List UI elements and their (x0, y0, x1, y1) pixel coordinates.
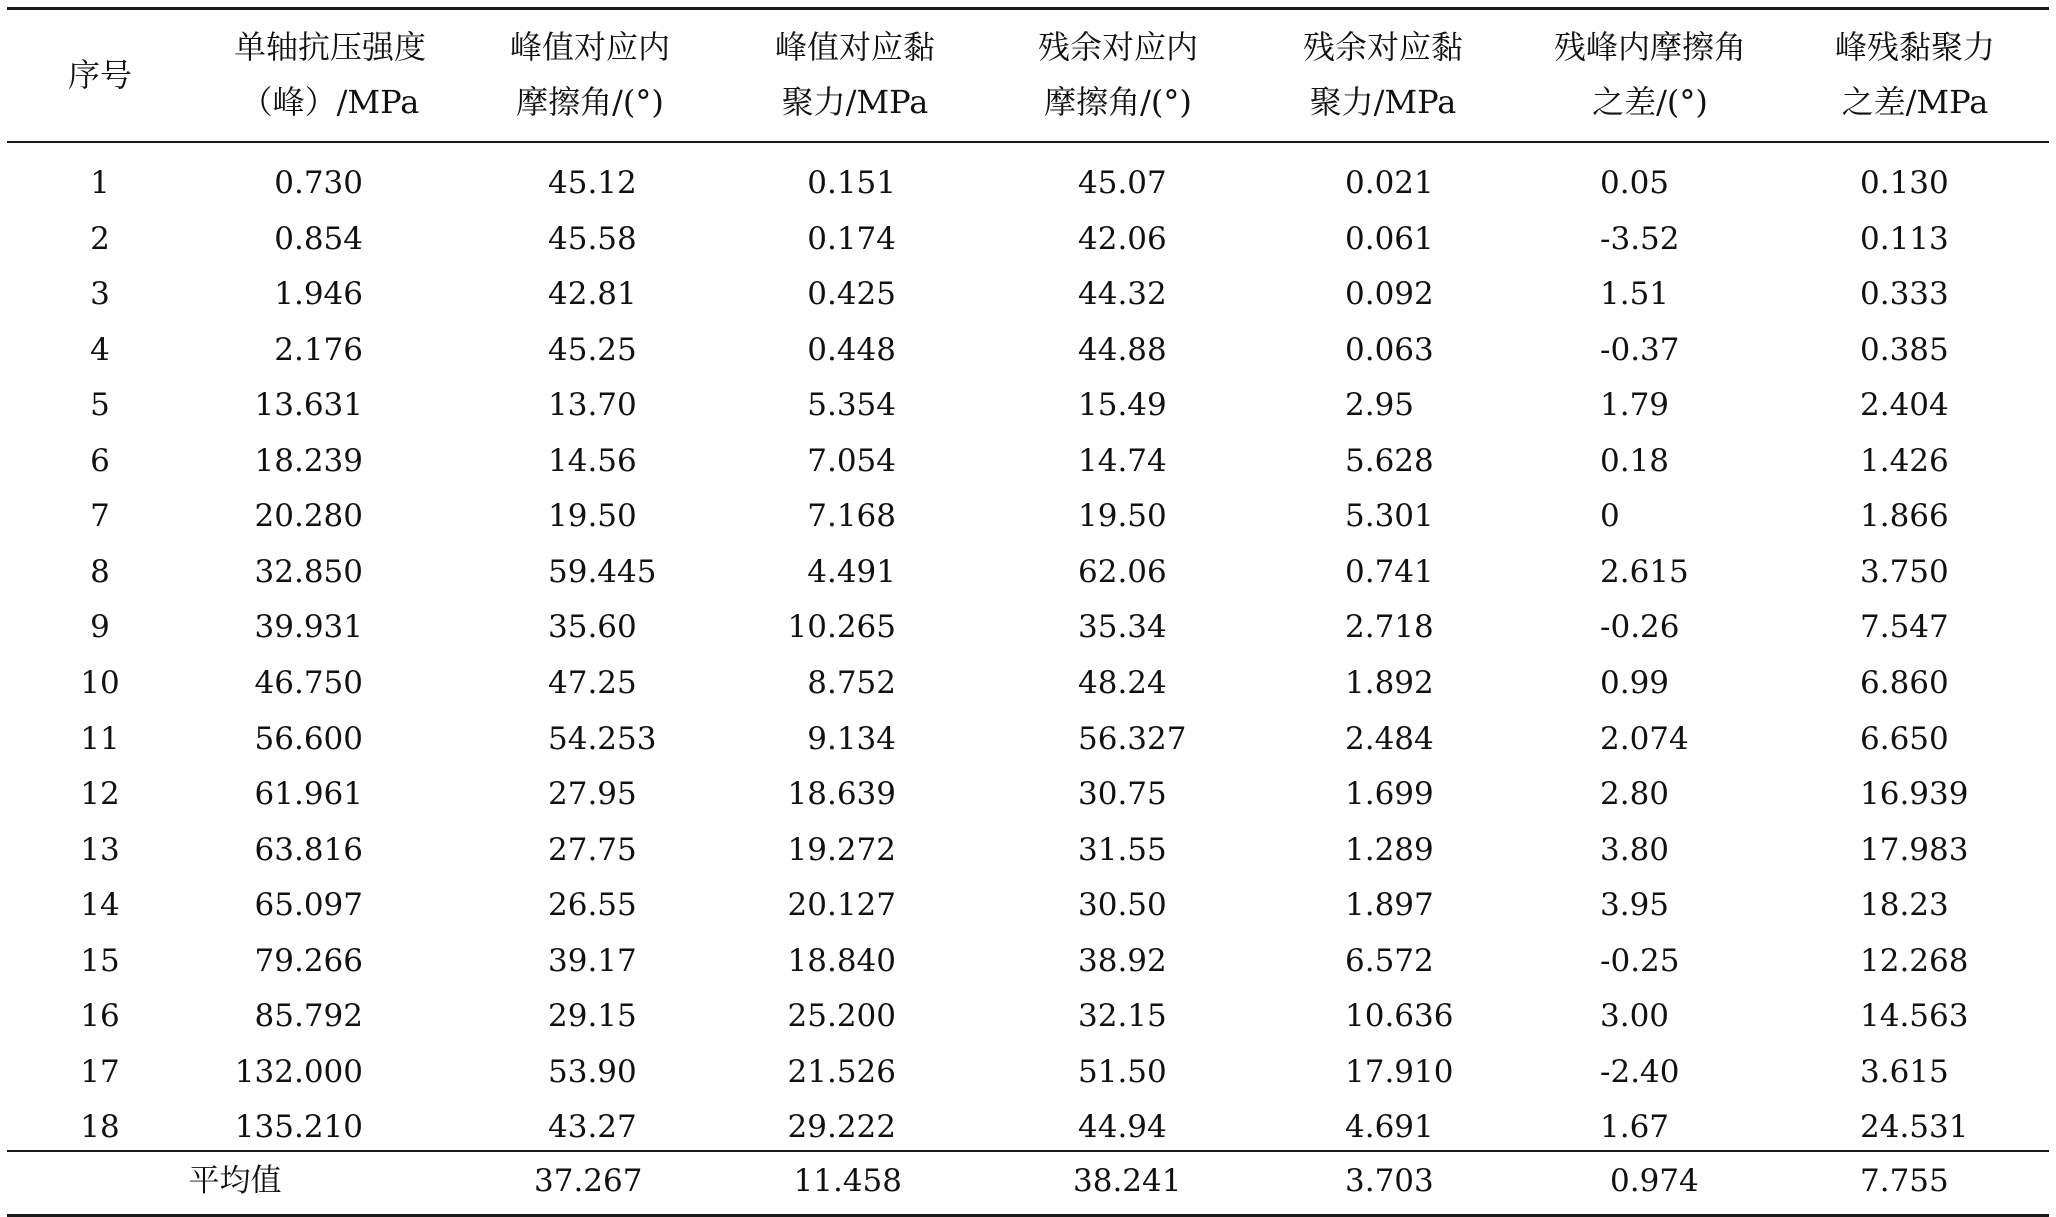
ucs-peak-cell: 56.600 (254, 720, 363, 757)
table-row (0, 988, 2056, 1043)
residual-cohesion-cell: 1.892 (1345, 664, 1434, 701)
cohesion-difference-cell: 6.650 (1860, 720, 1949, 757)
average-cell: 3.703 (1345, 1163, 1434, 1199)
header-ucs-peak: 单轴抗压强度 （峰）/MPa (233, 28, 426, 121)
friction-angle-difference-cell: 0.99 (1600, 664, 1670, 701)
peak-friction-angle-cell: 45.25 (548, 331, 637, 368)
residual-friction-angle-cell: 30.75 (1078, 776, 1167, 813)
friction-angle-difference-cell: 3.95 (1600, 887, 1670, 924)
residual-friction-angle-cell: 19.50 (1078, 498, 1167, 535)
table-row (0, 1099, 2056, 1154)
row-index-cell: 14 (80, 887, 120, 924)
residual-cohesion-cell: 10.636 (1345, 998, 1454, 1035)
friction-angle-difference-cell: 1.51 (1600, 276, 1670, 313)
row-index-cell: 10 (80, 664, 120, 701)
residual-cohesion-cell: 4.691 (1345, 1109, 1434, 1146)
friction-angle-difference-cell: 2.615 (1600, 553, 1689, 590)
table-row (0, 822, 2056, 877)
ucs-peak-cell: 65.097 (254, 887, 363, 924)
cohesion-difference-cell: 0.385 (1860, 331, 1949, 368)
peak-friction-angle-cell: 59.445 (548, 553, 657, 590)
friction-angle-difference-cell: 0.05 (1600, 165, 1670, 201)
peak-friction-angle-cell: 53.90 (548, 1053, 637, 1090)
ucs-peak-cell: 2.176 (274, 331, 363, 368)
row-index-cell: 18 (80, 1109, 120, 1146)
residual-cohesion-cell: 2.95 (1345, 387, 1415, 424)
cohesion-difference-cell: 7.547 (1860, 609, 1949, 646)
residual-friction-angle-cell: 38.92 (1078, 942, 1167, 979)
header-residual-friction-angle: 残余对应内 摩擦角/(°) (1037, 28, 1198, 121)
peak-cohesion-cell: 20.127 (787, 887, 896, 924)
residual-friction-angle-cell: 15.49 (1078, 387, 1167, 424)
ucs-peak-cell: 132.000 (234, 1053, 363, 1090)
row-index-cell: 13 (80, 831, 120, 868)
friction-angle-difference-cell: -3.52 (1600, 220, 1680, 257)
row-index-cell: 17 (80, 1053, 120, 1090)
peak-friction-angle-cell: 26.55 (548, 887, 637, 924)
residual-cohesion-cell: 17.910 (1345, 1053, 1454, 1090)
table-row (0, 211, 2056, 266)
cohesion-difference-cell: 1.426 (1860, 442, 1949, 479)
header-peak-friction-angle: 峰值对应内 摩擦角/(°) (509, 28, 670, 121)
table-row (0, 1044, 2056, 1099)
average-row (0, 1158, 2056, 1213)
residual-cohesion-cell: 1.897 (1345, 887, 1434, 924)
peak-friction-angle-cell: 13.70 (548, 387, 637, 424)
average-cell: 0.974 (1610, 1163, 1699, 1199)
ucs-peak-cell: 13.631 (254, 387, 363, 424)
table-row (0, 766, 2056, 821)
friction-angle-difference-cell: 0 (1600, 498, 1620, 535)
cohesion-difference-cell: 1.866 (1860, 498, 1949, 535)
residual-cohesion-cell: 2.718 (1345, 609, 1434, 646)
residual-cohesion-cell: 5.301 (1345, 498, 1434, 535)
ucs-peak-cell: 1.946 (274, 276, 363, 313)
residual-cohesion-cell: 0.741 (1345, 553, 1434, 590)
friction-angle-difference-cell: 0.18 (1600, 442, 1670, 479)
ucs-peak-cell: 79.266 (254, 942, 363, 979)
residual-cohesion-cell: 0.063 (1345, 331, 1434, 368)
table-row (0, 599, 2056, 654)
cohesion-difference-cell: 0.113 (1860, 220, 1949, 257)
peak-cohesion-cell: 21.526 (787, 1053, 896, 1090)
table-row (0, 877, 2056, 932)
table-row (0, 155, 2056, 210)
residual-cohesion-cell: 1.289 (1345, 831, 1434, 868)
residual-cohesion-cell: 0.061 (1345, 220, 1434, 257)
friction-angle-difference-cell: 3.80 (1600, 831, 1670, 868)
table-row (0, 322, 2056, 377)
row-index-cell: 8 (90, 553, 110, 590)
row-index-cell: 3 (90, 276, 110, 313)
table-row (0, 377, 2056, 432)
row-index-cell: 16 (80, 998, 120, 1035)
peak-cohesion-cell: 29.222 (787, 1109, 896, 1146)
header-index: 序号 (67, 56, 132, 94)
peak-cohesion-cell: 7.054 (807, 442, 896, 479)
residual-friction-angle-cell: 30.50 (1078, 887, 1167, 924)
friction-angle-difference-cell: 2.074 (1600, 720, 1689, 757)
table-row (0, 711, 2056, 766)
average-cell: 11.458 (793, 1163, 902, 1199)
peak-friction-angle-cell: 45.12 (548, 165, 637, 201)
header-bottom-rule (7, 141, 2049, 143)
peak-cohesion-cell: 0.425 (807, 276, 896, 313)
friction-angle-difference-cell: 3.00 (1600, 998, 1670, 1035)
row-index-cell: 15 (80, 942, 120, 979)
cohesion-difference-cell: 16.939 (1860, 776, 1969, 813)
peak-friction-angle-cell: 35.60 (548, 609, 637, 646)
residual-cohesion-cell: 0.092 (1345, 276, 1434, 313)
cohesion-difference-cell: 12.268 (1860, 942, 1969, 979)
table-row (0, 488, 2056, 543)
peak-cohesion-cell: 4.491 (807, 553, 896, 590)
cohesion-difference-cell: 18.23 (1860, 887, 1949, 924)
ucs-peak-cell: 32.850 (254, 553, 363, 590)
average-cell: 38.241 (1073, 1163, 1182, 1199)
friction-angle-difference-cell: -2.40 (1600, 1053, 1680, 1090)
cohesion-difference-cell: 3.615 (1860, 1053, 1949, 1090)
residual-friction-angle-cell: 48.24 (1078, 664, 1167, 701)
friction-angle-difference-cell: 1.67 (1600, 1109, 1670, 1146)
residual-friction-angle-cell: 45.07 (1078, 165, 1167, 201)
table-row (0, 655, 2056, 710)
peak-friction-angle-cell: 47.25 (548, 664, 637, 701)
residual-cohesion-cell: 5.628 (1345, 442, 1434, 479)
friction-angle-difference-cell: -0.25 (1600, 942, 1680, 979)
peak-cohesion-cell: 8.752 (807, 664, 896, 701)
peak-friction-angle-cell: 19.50 (548, 498, 637, 535)
residual-friction-angle-cell: 44.94 (1078, 1109, 1167, 1146)
ucs-peak-cell: 20.280 (254, 498, 363, 535)
residual-friction-angle-cell: 51.50 (1078, 1053, 1167, 1090)
ucs-peak-cell: 61.961 (254, 776, 363, 813)
residual-friction-angle-cell: 42.06 (1078, 220, 1167, 257)
residual-friction-angle-cell: 32.15 (1078, 998, 1167, 1035)
cohesion-difference-cell: 3.750 (1860, 553, 1949, 590)
row-index-cell: 4 (90, 331, 110, 368)
friction-angle-difference-cell: 2.80 (1600, 776, 1670, 813)
peak-friction-angle-cell: 42.81 (548, 276, 637, 313)
row-index-cell: 5 (90, 387, 110, 424)
table-row (0, 266, 2056, 321)
residual-cohesion-cell: 1.699 (1345, 776, 1434, 813)
ucs-peak-cell: 63.816 (254, 831, 363, 868)
row-index-cell: 1 (90, 165, 110, 201)
cohesion-difference-cell: 17.983 (1860, 831, 1969, 868)
peak-friction-angle-cell: 14.56 (548, 442, 637, 479)
peak-cohesion-cell: 18.840 (787, 942, 896, 979)
row-index-cell: 12 (80, 776, 120, 813)
residual-friction-angle-cell: 35.34 (1078, 609, 1167, 646)
peak-cohesion-cell: 7.168 (807, 498, 896, 535)
ucs-peak-cell: 39.931 (254, 609, 363, 646)
residual-friction-angle-cell: 31.55 (1078, 831, 1167, 868)
peak-cohesion-cell: 25.200 (787, 998, 896, 1035)
peak-cohesion-cell: 10.265 (787, 609, 896, 646)
peak-cohesion-cell: 0.174 (807, 220, 896, 257)
header-residual-cohesion: 残余对应黏 聚力/MPa (1302, 28, 1463, 121)
friction-angle-difference-cell: 1.79 (1600, 387, 1670, 424)
friction-angle-difference-cell: -0.26 (1600, 609, 1680, 646)
ucs-peak-cell: 135.210 (234, 1109, 363, 1146)
peak-cohesion-cell: 5.354 (807, 387, 896, 424)
peak-friction-angle-cell: 45.58 (548, 220, 637, 257)
cohesion-difference-cell: 2.404 (1860, 387, 1949, 424)
peak-friction-angle-cell: 29.15 (548, 998, 637, 1035)
row-index-cell: 6 (90, 442, 110, 479)
peak-cohesion-cell: 9.134 (807, 720, 896, 757)
cohesion-difference-cell: 0.333 (1860, 276, 1949, 313)
residual-friction-angle-cell: 14.74 (1078, 442, 1167, 479)
table-top-rule (7, 7, 2049, 10)
header-cohesion-difference: 峰残黏聚力 之差/MPa (1834, 28, 1995, 121)
peak-cohesion-cell: 19.272 (787, 831, 896, 868)
ucs-peak-cell: 0.854 (274, 220, 363, 257)
cohesion-difference-cell: 6.860 (1860, 664, 1949, 701)
residual-cohesion-cell: 6.572 (1345, 942, 1434, 979)
residual-friction-angle-cell: 44.32 (1078, 276, 1167, 313)
row-index-cell: 9 (90, 609, 110, 646)
cohesion-difference-cell: 0.130 (1860, 165, 1949, 201)
table-row (0, 544, 2056, 599)
peak-friction-angle-cell: 43.27 (548, 1109, 637, 1146)
average-cell: 7.755 (1860, 1163, 1949, 1199)
residual-friction-angle-cell: 56.327 (1078, 720, 1187, 757)
header-peak-cohesion: 峰值对应黏 聚力/MPa (774, 28, 935, 121)
cohesion-difference-cell: 14.563 (1860, 998, 1969, 1035)
ucs-peak-cell: 85.792 (254, 998, 363, 1035)
ucs-peak-cell: 18.239 (254, 442, 363, 479)
peak-friction-angle-cell: 27.95 (548, 776, 637, 813)
peak-friction-angle-cell: 54.253 (548, 720, 657, 757)
average-cell: 37.267 (534, 1163, 643, 1199)
residual-cohesion-cell: 0.021 (1345, 165, 1434, 201)
row-index-cell: 11 (80, 720, 120, 757)
friction-angle-difference-cell: -0.37 (1600, 331, 1680, 368)
peak-friction-angle-cell: 39.17 (548, 942, 637, 979)
residual-friction-angle-cell: 44.88 (1078, 331, 1167, 368)
average-label: 平均值 (188, 1163, 282, 1199)
ucs-peak-cell: 0.730 (274, 165, 363, 201)
peak-cohesion-cell: 18.639 (787, 776, 896, 813)
residual-friction-angle-cell: 62.06 (1078, 553, 1167, 590)
cohesion-difference-cell: 24.531 (1860, 1109, 1969, 1146)
row-index-cell: 7 (90, 498, 110, 535)
residual-cohesion-cell: 2.484 (1345, 720, 1434, 757)
peak-friction-angle-cell: 27.75 (548, 831, 637, 868)
header-friction-angle-difference: 残峰内摩擦角 之差/(°) (1553, 28, 1746, 121)
row-index-cell: 2 (90, 220, 110, 257)
peak-cohesion-cell: 0.448 (807, 331, 896, 368)
table-row (0, 433, 2056, 488)
table-row (0, 933, 2056, 988)
ucs-peak-cell: 46.750 (254, 664, 363, 701)
peak-cohesion-cell: 0.151 (807, 165, 896, 201)
